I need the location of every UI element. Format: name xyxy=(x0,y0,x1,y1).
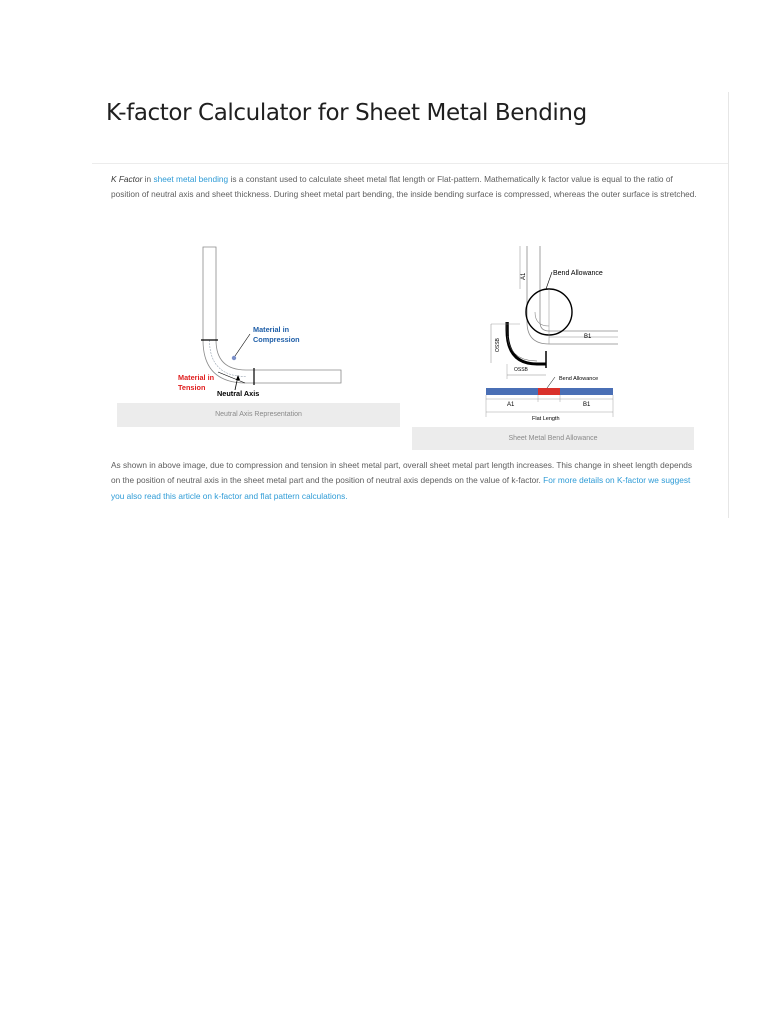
strip-b1-label: B1 xyxy=(583,402,591,408)
strip-a1-label: A1 xyxy=(507,402,515,408)
a1-label: A1 xyxy=(521,272,527,280)
sheet-metal-bending-link[interactable]: sheet metal bending xyxy=(153,174,229,184)
body-text: As shown in above image, due to compression and tension in sheet metal part, overall sheet metal part length increases. This change in sheet length depends on the position of neutral axis in the sheet metal part and the position of neutral axis depends on the value of k-factor. xyxy=(111,460,692,486)
more-details-link[interactable]: For more details on K-factor we suggest you also read this article on k-factor and flat pattern calculations. xyxy=(111,475,691,501)
page-title: K-factor Calculator for Sheet Metal Bending xyxy=(106,100,587,126)
b1-label: B1 xyxy=(584,334,592,340)
flat-pattern-strip xyxy=(485,372,615,424)
intro-paragraph xyxy=(111,172,701,203)
strip-bend-segment xyxy=(538,388,560,395)
intro-text: is a constant used to calculate sheet metal flat length or Flat-pattern. Mathematically k factor value is equal to the ratio of position of neutral axis and sheet thickness. During sheet metal part bending, the inside bending surface is compressed, whereas the outer surface is stretched. xyxy=(111,174,697,200)
tension-label: Tension xyxy=(178,383,206,392)
strip-a1-segment xyxy=(486,388,538,395)
neutral-axis-caption: Neutral Axis Representation xyxy=(117,403,400,427)
neutral-axis-diagram xyxy=(160,242,360,402)
neutral-axis-label: Neutral Axis xyxy=(217,389,260,398)
flat-pattern-diagram xyxy=(485,372,615,424)
strip-bend-allowance-label: Bend Allowance xyxy=(559,376,599,382)
body-paragraph xyxy=(111,458,701,504)
k-factor-term: K Factor xyxy=(111,174,143,184)
intro-in: in xyxy=(142,174,154,184)
ossb-vertical-label: OSSB xyxy=(495,338,501,352)
bend-allowance-label: Bend Allowance xyxy=(553,270,603,277)
ossb-horizontal-label: OSSB xyxy=(514,367,528,373)
strip-b1-segment xyxy=(560,388,613,395)
strip-flat-length-label: Flat Length xyxy=(532,416,560,422)
tension-label-line1: Material in xyxy=(178,373,215,382)
compression-label-line1: Material in xyxy=(253,325,290,334)
bend-allowance-caption: Sheet Metal Bend Allowance xyxy=(412,427,694,450)
content-border xyxy=(728,92,729,518)
compression-label: Compression xyxy=(253,335,300,344)
title-divider xyxy=(92,163,728,164)
neutral-axis-figure xyxy=(160,242,360,402)
